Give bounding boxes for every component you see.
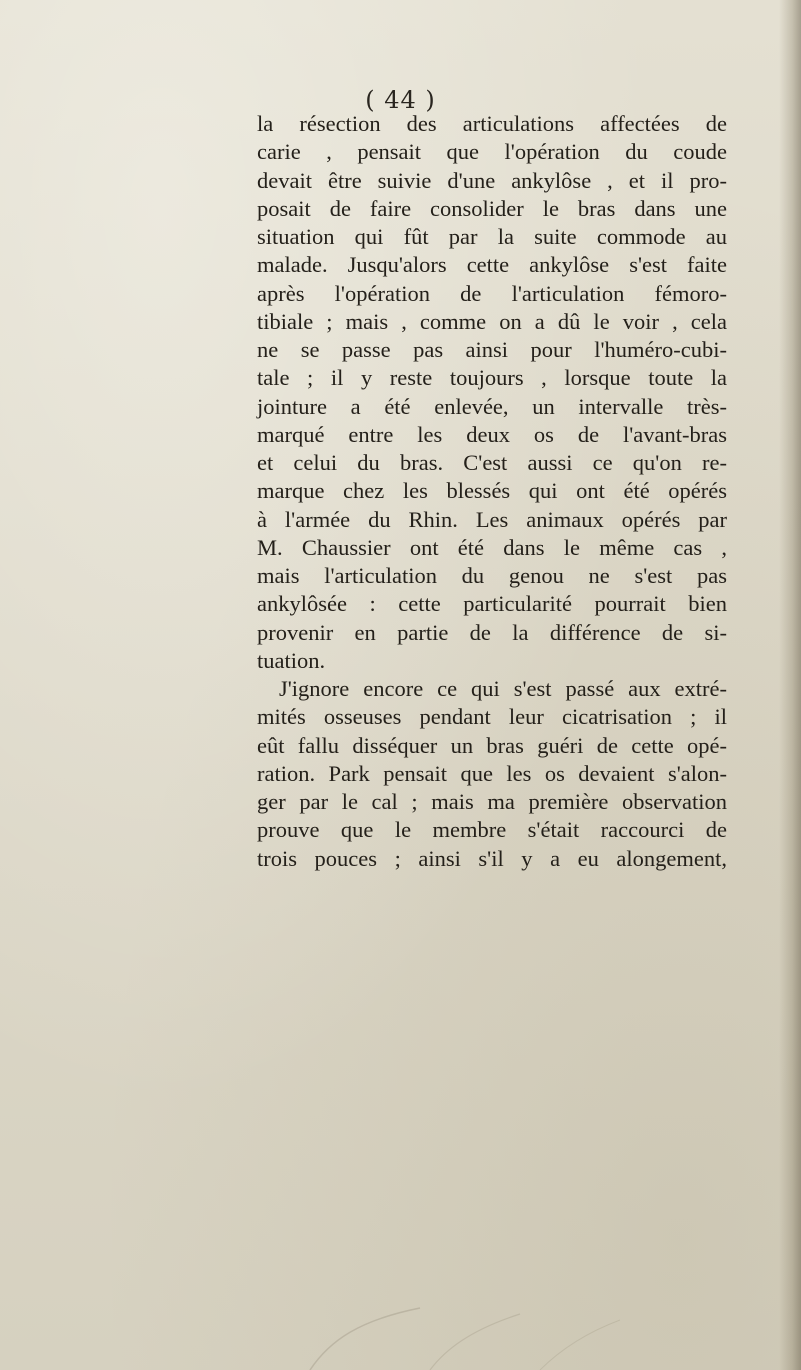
text-line-paragraph-start: J'ignore encore ce qui s'est passé aux extré- (279, 676, 727, 701)
text-line: marqué entre les deux os de l'avant-bras (257, 421, 727, 447)
text-line: jointure a été enlevée, un intervalle très- (257, 393, 727, 419)
text-line: ger par le cal ; mais ma première observation (257, 789, 727, 814)
text-line-paragraph-end: tuation. (257, 647, 326, 673)
text-line: provenir en partie de la différence de si- (257, 619, 727, 645)
page-number: ( 44 ) (365, 86, 436, 114)
text-line: M. Chaussier ont été dans le même cas , (257, 534, 727, 560)
text-line: malade. Jusqu'alors cette ankylôse s'est faite (257, 252, 727, 278)
text-line: posait de faire consolider le bras dans une (257, 195, 727, 221)
text-line: prouve que le membre s'était raccourci de (257, 817, 727, 843)
text-line: situation qui fût par la suite commode au (257, 224, 727, 249)
text-line: après l'opération de l'articulation fémoro- (257, 280, 727, 306)
text-line: devait être suivie d'une ankylôse , et il pro- (257, 167, 727, 193)
text-line: tale ; il y reste toujours , lorsque toute la (257, 365, 727, 391)
text-line: à l'armée du Rhin. Les animaux opérés par (257, 506, 727, 532)
text-line: tibiale ; mais , comme on a dû le voir , cela (257, 308, 727, 334)
text-line: la résection des articulations affectées de (257, 111, 727, 136)
text-line: marque chez les blessés qui ont été opérés (257, 478, 727, 504)
text-line: ne se passe pas ainsi pour l'huméro-cubi- (257, 337, 727, 362)
text-line: trois pouces ; ainsi s'il y a eu alongement, (257, 845, 727, 871)
text-line: carie , pensait que l'opération du coude (257, 139, 727, 165)
text-line: eût fallu disséquer un bras guéri de cette opé- (257, 732, 727, 758)
text-line: mités osseuses pendant leur cicatrisation ; il (257, 704, 727, 730)
text-line: ankylôsée : cette particularité pourrait bien (257, 591, 727, 617)
text-line: mais l'articulation du genou ne s'est pas (257, 563, 727, 588)
text-line: et celui du bras. C'est aussi ce qu'on re- (257, 450, 727, 475)
page-edge-shadow (779, 0, 801, 1370)
body-text (257, 110, 727, 873)
text-line: ration. Park pensait que les os devaient s'alon- (257, 760, 727, 786)
bottom-paper-marks (0, 1300, 801, 1370)
